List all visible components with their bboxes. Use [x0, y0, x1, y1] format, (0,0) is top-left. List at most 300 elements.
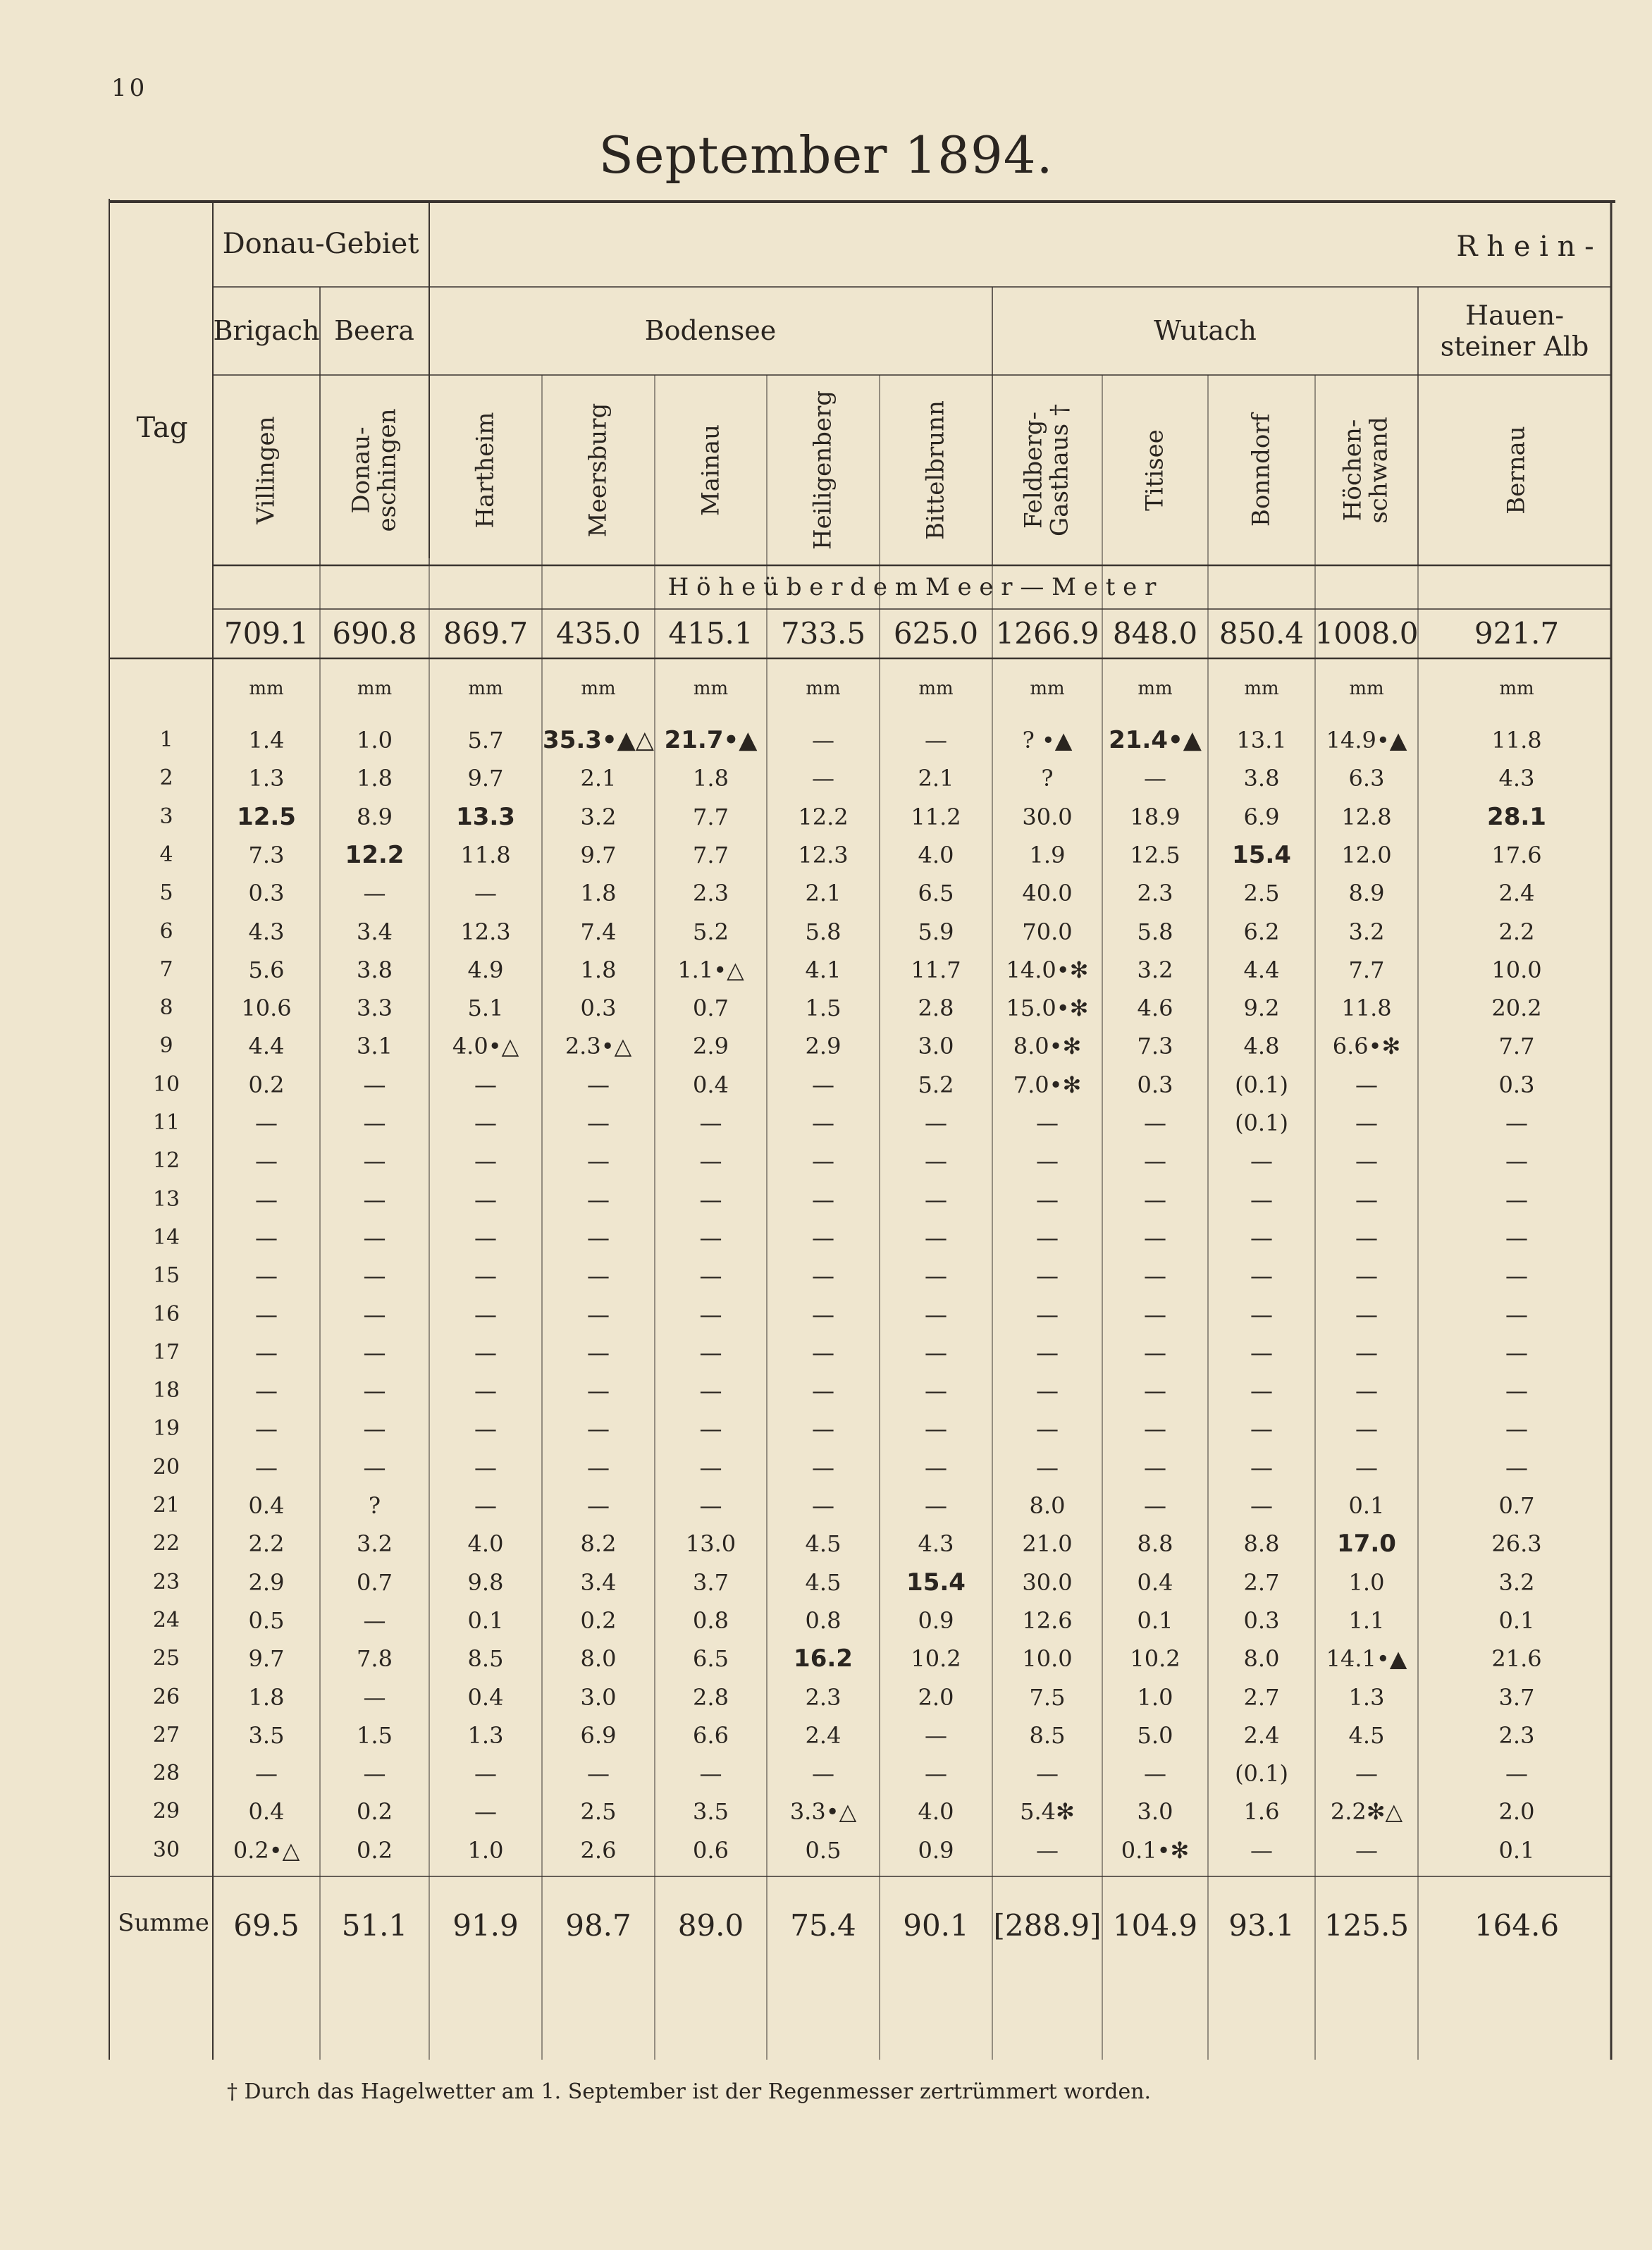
- table-cell: 1.8: [580, 880, 617, 907]
- table-cell: —: [474, 1224, 497, 1251]
- table-cell: —: [1144, 1224, 1166, 1251]
- table-cell: —: [1505, 1377, 1528, 1405]
- table-cell: 5.0: [1137, 1721, 1173, 1749]
- table-cell: 6.9: [1243, 803, 1280, 830]
- table-cell: 1.8: [248, 1683, 285, 1711]
- table-cell: —: [363, 1453, 386, 1481]
- table-cell: 11.8: [1341, 995, 1392, 1022]
- table-cell: 12.5: [237, 802, 296, 831]
- table-row-day: 26: [152, 1684, 180, 1709]
- table-cell: 4.3: [1498, 765, 1535, 792]
- table-row-day: 28: [152, 1761, 180, 1786]
- table-cell: 8.9: [357, 803, 393, 830]
- table-cell: —: [1144, 1377, 1166, 1405]
- table-cell: —: [255, 1453, 278, 1481]
- table-cell: 11.8: [1491, 727, 1542, 754]
- table-cell: 0.4: [1137, 1568, 1173, 1596]
- table-cell: 2.5: [1243, 880, 1280, 907]
- table-cell: —: [1250, 1377, 1273, 1405]
- table-cell: 3.2: [580, 803, 617, 830]
- table-cell: 5.4✻: [1020, 1798, 1075, 1826]
- unit-label: mm: [918, 678, 954, 699]
- table-cell: —: [1505, 1760, 1528, 1788]
- table-row-day: 15: [152, 1263, 180, 1289]
- table-cell: 13.0: [685, 1530, 736, 1558]
- table-cell: 5.2: [918, 1071, 954, 1098]
- table-cell: 5.8: [1137, 918, 1173, 945]
- table-row-day: 9: [159, 1033, 173, 1059]
- table-cell: —: [699, 1377, 722, 1405]
- table-cell: 0.6: [693, 1836, 729, 1864]
- table-cell: 4.0: [918, 1798, 954, 1826]
- table-cell: 6.2: [1243, 918, 1280, 945]
- table-cell: 2.2: [1498, 918, 1535, 945]
- table-cell: —: [1355, 1760, 1378, 1788]
- table-cell: —: [925, 1721, 947, 1749]
- table-cell: 40.0: [1022, 880, 1073, 907]
- table-cell: —: [812, 1760, 834, 1788]
- table-cell: 12.5: [1130, 841, 1181, 868]
- table-cell: 2.3: [805, 1683, 842, 1711]
- altitude-value: 1008.0: [1314, 616, 1419, 651]
- table-cell: —: [255, 1301, 278, 1328]
- table-cell: —: [587, 1186, 610, 1213]
- sum-value: 98.7: [565, 1908, 631, 1943]
- table-row-day: 17: [152, 1339, 180, 1365]
- table-row-day: 11: [152, 1110, 180, 1135]
- table-row-day: 2: [159, 766, 173, 791]
- table-cell: —: [812, 1071, 834, 1098]
- table-cell: —: [363, 1071, 386, 1098]
- table-cell: —: [1036, 1339, 1059, 1366]
- table-cell: 0.5: [248, 1606, 285, 1634]
- unit-label: mm: [1499, 678, 1534, 699]
- table-cell: —: [1250, 1339, 1273, 1366]
- table-cell: 1.3: [1348, 1683, 1385, 1711]
- table-cell: 0.7: [693, 995, 729, 1022]
- table-cell: —: [812, 1301, 834, 1328]
- table-cell: —: [255, 1377, 278, 1405]
- table-cell: 6.6•✻: [1332, 1033, 1401, 1060]
- table-cell: 7.7: [693, 841, 729, 868]
- table-cell: —: [1144, 1109, 1166, 1136]
- table-cell: —: [1505, 1148, 1528, 1175]
- table-row-day: 13: [152, 1186, 180, 1212]
- table-cell: 11.2: [911, 803, 961, 830]
- table-cell: —: [1505, 1186, 1528, 1213]
- table-row-day: 29: [152, 1799, 180, 1824]
- table-cell: 8.2: [580, 1530, 617, 1558]
- table-cell: —: [1144, 1186, 1166, 1213]
- table-cell: —: [1355, 1453, 1378, 1481]
- table-cell: 12.8: [1341, 803, 1392, 830]
- table-cell: 5.6: [248, 956, 285, 983]
- table-cell: —: [1144, 1453, 1166, 1481]
- table-cell: 2.4: [1498, 880, 1535, 907]
- table-cell: 1.8: [693, 765, 729, 792]
- table-cell: —: [474, 1109, 497, 1136]
- table-cell: —: [363, 1606, 386, 1634]
- table-cell: 1.0: [1137, 1683, 1173, 1711]
- table-cell: 8.0•✻: [1013, 1033, 1082, 1060]
- table-cell: 0.1: [1348, 1492, 1385, 1519]
- altitude-value: 415.1: [668, 616, 753, 651]
- table-cell: 5.8: [805, 918, 842, 945]
- table-row-day: 18: [152, 1378, 180, 1403]
- table-cell: 1.0: [357, 727, 393, 754]
- table-cell: —: [474, 1262, 497, 1290]
- table-row-day: 21: [152, 1493, 180, 1518]
- table-cell: 1.4: [248, 727, 285, 754]
- table-cell: —: [1036, 1760, 1059, 1788]
- table-cell: —: [255, 1186, 278, 1213]
- table-cell: 3.4: [357, 918, 393, 945]
- table-cell: 12.2: [798, 803, 849, 830]
- group-rhein: R h e i n -: [1456, 230, 1594, 263]
- table-cell: —: [812, 1377, 834, 1405]
- table-cell: —: [363, 1262, 386, 1290]
- table-cell: —: [812, 1415, 834, 1443]
- table-cell: 2.2: [248, 1530, 285, 1558]
- table-row-day: 20: [152, 1454, 180, 1480]
- table-cell: —: [1250, 1415, 1273, 1443]
- table-cell: —: [1250, 1301, 1273, 1328]
- table-cell: —: [474, 1339, 497, 1366]
- table-cell: —: [1036, 1262, 1059, 1290]
- sum-label: Summe: [118, 1909, 209, 1937]
- table-cell: 4.3: [248, 918, 285, 945]
- table-cell: 4.0: [467, 1530, 504, 1558]
- table-row-day: 25: [152, 1646, 180, 1671]
- table-cell: —: [1355, 1148, 1378, 1175]
- table-cell: 1.0: [1348, 1568, 1385, 1596]
- table-cell: 0.8: [693, 1606, 729, 1634]
- table-cell: 2.0: [1498, 1798, 1535, 1826]
- table-cell: 7.0•✻: [1013, 1071, 1082, 1098]
- table-cell: —: [587, 1109, 610, 1136]
- table-row-day: 14: [152, 1224, 180, 1250]
- table-cell: 12.3: [460, 918, 511, 945]
- station-name: Mainau: [696, 424, 725, 517]
- table-cell: 2.1: [580, 765, 617, 792]
- table-cell: 5.9: [918, 918, 954, 945]
- table-cell: —: [1036, 1836, 1059, 1864]
- table-cell: 9.7: [248, 1645, 285, 1673]
- table-cell: 0.2•△: [233, 1836, 300, 1864]
- table-cell: —: [699, 1415, 722, 1443]
- table-row-day: 27: [152, 1722, 180, 1747]
- table-cell: —: [587, 1492, 610, 1519]
- table-cell: 5.1: [467, 995, 504, 1022]
- table-cell: 1.3: [248, 765, 285, 792]
- table-cell: —: [1355, 1186, 1378, 1213]
- table-cell: 3.0: [918, 1033, 954, 1060]
- table-cell: —: [1355, 1836, 1378, 1864]
- station-name: Höchen- schwand: [1338, 417, 1393, 524]
- table-cell: —: [255, 1262, 278, 1290]
- table-cell: 17.0: [1337, 1530, 1396, 1559]
- table-cell: 5.7: [467, 727, 504, 754]
- table-cell: 30.0: [1022, 803, 1073, 830]
- day-column-header: Tag: [136, 412, 188, 444]
- table-cell: —: [587, 1071, 610, 1098]
- table-cell: 7.3: [1137, 1033, 1173, 1060]
- table-cell: —: [1355, 1109, 1378, 1136]
- table-cell: —: [1250, 1186, 1273, 1213]
- subgroup-label: Hauen- steiner Alb: [1440, 300, 1589, 362]
- table-cell: 4.6: [1137, 995, 1173, 1022]
- table-cell: —: [363, 1415, 386, 1443]
- table-cell: —: [1144, 1492, 1166, 1519]
- table-cell: —: [587, 1415, 610, 1443]
- altitude-value: 625.0: [893, 616, 979, 651]
- group-donau: Donau-Gebiet: [222, 228, 419, 260]
- table-cell: 13.3: [456, 802, 515, 831]
- table-cell: —: [1355, 1071, 1378, 1098]
- table-cell: 2.8: [693, 1683, 729, 1711]
- table-cell: —: [925, 1453, 947, 1481]
- table-cell: 8.8: [1243, 1530, 1280, 1558]
- table-cell: 1.5: [805, 995, 842, 1022]
- altitude-value: 435.0: [555, 616, 641, 651]
- sum-value: 91.9: [452, 1908, 519, 1943]
- table-cell: 0.3: [1137, 1071, 1173, 1098]
- table-cell: —: [587, 1453, 610, 1481]
- table-cell: 0.7: [357, 1568, 393, 1596]
- table-cell: 3.2: [357, 1530, 393, 1558]
- table-cell: —: [699, 1109, 722, 1136]
- table-cell: 7.5: [1029, 1683, 1066, 1711]
- table-cell: —: [1250, 1148, 1273, 1175]
- table-cell: 9.7: [580, 841, 617, 868]
- table-cell: —: [1144, 765, 1166, 792]
- table-row-day: 19: [152, 1416, 180, 1441]
- table-cell: —: [1505, 1453, 1528, 1481]
- table-row-day: 16: [152, 1301, 180, 1327]
- table-cell: 1.1•△: [677, 956, 744, 983]
- station-name: Bernau: [1502, 426, 1531, 515]
- table-row-day: 6: [159, 918, 173, 944]
- table-cell: —: [255, 1760, 278, 1788]
- table-cell: 3.7: [1498, 1683, 1535, 1711]
- altitude-value: 848.0: [1112, 616, 1198, 651]
- sum-value: 125.5: [1324, 1908, 1410, 1943]
- table-cell: —: [1505, 1109, 1528, 1136]
- table-cell: 21.7•▲: [664, 726, 758, 754]
- table-cell: ? •▲: [1022, 727, 1073, 754]
- unit-label: mm: [1244, 678, 1279, 699]
- table-cell: 1.1: [1348, 1606, 1385, 1634]
- table-cell: 2.9: [805, 1033, 842, 1060]
- table-cell: ?: [1041, 765, 1054, 792]
- table-cell: 12.2: [345, 840, 405, 869]
- table-cell: —: [363, 1224, 386, 1251]
- station-name: Meersburg: [584, 402, 612, 538]
- table-cell: 3.5: [693, 1798, 729, 1826]
- table-cell: 3.2: [1348, 918, 1385, 945]
- table-cell: 2.3: [693, 880, 729, 907]
- table-cell: —: [812, 727, 834, 754]
- table-cell: 0.5: [805, 1836, 842, 1864]
- unit-label: mm: [357, 678, 393, 699]
- sum-value: 89.0: [677, 1908, 744, 1943]
- table-cell: —: [699, 1224, 722, 1251]
- table-cell: 0.4: [467, 1683, 504, 1711]
- table-cell: 3.8: [357, 956, 393, 983]
- table-cell: 6.9: [580, 1721, 617, 1749]
- altitude-value: 733.5: [780, 616, 866, 651]
- table-cell: (0.1): [1235, 1071, 1288, 1098]
- table-cell: 2.4: [1243, 1721, 1280, 1749]
- altitude-value: 690.8: [332, 616, 417, 651]
- table-cell: —: [474, 1453, 497, 1481]
- table-cell: —: [1355, 1301, 1378, 1328]
- table-cell: 4.1: [805, 956, 842, 983]
- subgroup-label: Brigach: [213, 315, 320, 347]
- table-cell: —: [363, 880, 386, 907]
- table-row-day: 4: [159, 842, 173, 867]
- table-cell: 4.0•△: [452, 1033, 519, 1060]
- table-cell: 1.5: [357, 1721, 393, 1749]
- table-row-day: 8: [159, 995, 173, 1021]
- table-cell: 26.3: [1491, 1530, 1542, 1558]
- table-cell: 21.6: [1491, 1645, 1542, 1673]
- table-cell: 4.4: [248, 1033, 285, 1060]
- table-cell: 7.7: [1498, 1033, 1535, 1060]
- table-cell: 2.4: [805, 1721, 842, 1749]
- table-cell: —: [812, 1492, 834, 1519]
- sum-value: 90.1: [903, 1908, 969, 1943]
- table-cell: 12.6: [1022, 1606, 1073, 1634]
- table-cell: —: [925, 1760, 947, 1788]
- table-cell: —: [474, 1377, 497, 1405]
- table-cell: —: [255, 1339, 278, 1366]
- table-cell: 35.3•▲△: [543, 726, 654, 754]
- table-cell: —: [1355, 1339, 1378, 1366]
- table-cell: 4.5: [805, 1530, 842, 1558]
- table-cell: 6.5: [693, 1645, 729, 1673]
- table-cell: 0.1: [1498, 1606, 1535, 1634]
- table-cell: 8.5: [1029, 1721, 1066, 1749]
- table-cell: 6.6: [693, 1721, 729, 1749]
- table-cell: 6.5: [918, 880, 954, 907]
- table-cell: 3.7: [693, 1568, 729, 1596]
- table-cell: 9.8: [467, 1568, 504, 1596]
- table-cell: —: [925, 1262, 947, 1290]
- table-cell: —: [587, 1262, 610, 1290]
- subgroup-label: Wutach: [1154, 315, 1257, 347]
- table-cell: 14.1•▲: [1326, 1645, 1407, 1673]
- table-cell: 7.8: [357, 1645, 393, 1673]
- table-cell: —: [1036, 1109, 1059, 1136]
- table-cell: —: [474, 1148, 497, 1175]
- table-cell: 2.9: [248, 1568, 285, 1596]
- table-cell: —: [587, 1760, 610, 1788]
- table-cell: —: [812, 1262, 834, 1290]
- table-cell: 0.4: [248, 1798, 285, 1826]
- table-cell: 0.9: [918, 1836, 954, 1864]
- table-cell: —: [1036, 1415, 1059, 1443]
- table-cell: 3.4: [580, 1568, 617, 1596]
- table-cell: —: [363, 1760, 386, 1788]
- table-cell: —: [925, 1492, 947, 1519]
- table-cell: 9.7: [467, 765, 504, 792]
- table-cell: 1.0: [467, 1836, 504, 1864]
- sum-value: 93.1: [1228, 1908, 1295, 1943]
- table-cell: 18.9: [1130, 803, 1181, 830]
- table-cell: 7.4: [580, 918, 617, 945]
- table-cell: —: [812, 1224, 834, 1251]
- table-cell: 0.8: [805, 1606, 842, 1634]
- table-cell: —: [699, 1339, 722, 1366]
- table-cell: 3.5: [248, 1721, 285, 1749]
- table-cell: 3.3: [357, 995, 393, 1022]
- table-cell: 0.4: [248, 1492, 285, 1519]
- table-cell: 15.0•✻: [1006, 995, 1089, 1022]
- table-cell: —: [699, 1301, 722, 1328]
- table-cell: 5.2: [693, 918, 729, 945]
- table-cell: 3.1: [357, 1033, 393, 1060]
- table-cell: 0.3: [1498, 1071, 1535, 1098]
- table-cell: —: [925, 727, 947, 754]
- rainfall-table: [109, 199, 1615, 2065]
- table-cell: —: [587, 1148, 610, 1175]
- table-cell: —: [1505, 1301, 1528, 1328]
- table-cell: —: [255, 1148, 278, 1175]
- table-cell: —: [699, 1492, 722, 1519]
- table-cell: —: [1144, 1262, 1166, 1290]
- table-cell: 0.7: [1498, 1492, 1535, 1519]
- station-name: Bittelbrunn: [921, 400, 950, 540]
- table-cell: 0.2: [357, 1798, 393, 1826]
- table-cell: —: [699, 1186, 722, 1213]
- table-cell: 12.3: [798, 841, 849, 868]
- table-cell: —: [1505, 1262, 1528, 1290]
- table-row-day: 7: [159, 957, 173, 982]
- table-cell: 0.1: [467, 1606, 504, 1634]
- unit-label: mm: [249, 678, 284, 699]
- table-cell: 9.2: [1243, 995, 1280, 1022]
- unit-label: mm: [468, 678, 503, 699]
- table-cell: 8.8: [1137, 1530, 1173, 1558]
- table-cell: —: [1505, 1339, 1528, 1366]
- station-name: Hartheim: [471, 412, 500, 529]
- table-cell: 11.7: [911, 956, 961, 983]
- table-cell: 6.3: [1348, 765, 1385, 792]
- table-cell: —: [1250, 1262, 1273, 1290]
- table-cell: —: [1250, 1224, 1273, 1251]
- table-cell: 13.1: [1236, 727, 1287, 754]
- station-name: Heiligenberg: [808, 390, 837, 551]
- table-cell: —: [1355, 1415, 1378, 1443]
- subgroup-label: Bodensee: [644, 315, 777, 347]
- subgroup-label: Beera: [334, 315, 414, 347]
- table-cell: 0.3: [580, 995, 617, 1022]
- table-cell: —: [699, 1148, 722, 1175]
- table-cell: 8.0: [1243, 1645, 1280, 1673]
- table-cell: 10.6: [241, 995, 292, 1022]
- table-cell: —: [1144, 1339, 1166, 1366]
- table-cell: —: [1036, 1186, 1059, 1213]
- table-cell: 7.3: [248, 841, 285, 868]
- table-cell: 30.0: [1022, 1568, 1073, 1596]
- station-name: Donau- eschingen: [347, 408, 402, 532]
- table-cell: —: [699, 1262, 722, 1290]
- table-row-day: 30: [152, 1837, 180, 1862]
- table-cell: 15.4: [1232, 840, 1291, 869]
- table-cell: —: [1505, 1415, 1528, 1443]
- table-cell: —: [587, 1301, 610, 1328]
